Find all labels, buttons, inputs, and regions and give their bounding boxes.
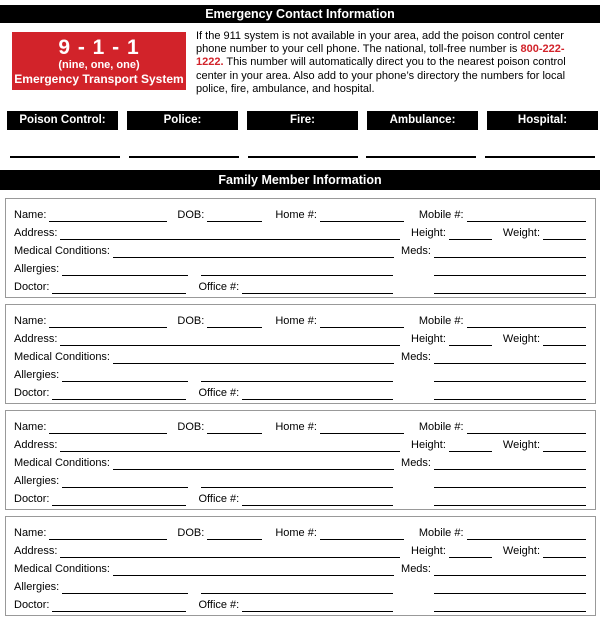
meds-continuation-line: [434, 581, 586, 594]
member-row-medical: [14, 558, 586, 576]
mobile-phone-write-in-line: [467, 421, 586, 434]
height-label: Height:: [411, 545, 446, 558]
contact-label-hospital: Hospital:: [487, 111, 598, 130]
family-member-blocks: [0, 198, 600, 616]
name-label: Name:: [14, 421, 47, 434]
medical-conditions-label: Medical Conditions:: [14, 563, 110, 576]
meds-continuation-line-2: [434, 493, 586, 506]
allergies-continuation-line: [201, 263, 393, 276]
911-phonetic: (nine, one, one): [58, 58, 140, 71]
weight-label: Weight:: [502, 333, 540, 346]
mobile-phone-label: Mobile #:: [418, 209, 464, 222]
medical-conditions-write-in-line: [113, 245, 394, 258]
mobile-phone-label: Mobile #:: [418, 315, 464, 328]
allergies-label: Allergies:: [14, 263, 60, 276]
poison-control-write-in-line: [10, 156, 120, 158]
ambulance-write-in-line: [366, 156, 476, 158]
home-phone-label: Home #:: [275, 209, 317, 222]
member-row-name: [14, 522, 586, 540]
dob-write-in-line: [207, 527, 262, 540]
meds-write-in-line: [434, 563, 586, 576]
allergies-write-in-line: [62, 263, 188, 276]
police-write-in-line: [129, 156, 239, 158]
family-member-block: [5, 304, 596, 404]
page-title: Emergency Contact Information: [0, 5, 600, 23]
member-row-doctor: [14, 488, 586, 506]
family-member-block: [5, 410, 596, 510]
911-system-label: Emergency Transport System: [14, 71, 184, 86]
weight-write-in-line: [543, 545, 586, 558]
home-phone-write-in-line: [320, 421, 404, 434]
height-label: Height:: [411, 333, 446, 346]
contact-label-police: Police:: [127, 111, 238, 130]
allergies-continuation-line: [201, 475, 393, 488]
address-write-in-line: [60, 333, 400, 346]
911-number: 9 - 1 - 1: [58, 35, 140, 59]
family-section-title: Family Member Information: [0, 170, 600, 190]
member-row-allergies: [14, 576, 586, 594]
member-row-address: [14, 540, 586, 558]
height-write-in-line: [449, 333, 492, 346]
allergies-continuation-line: [201, 581, 393, 594]
allergies-label: Allergies:: [14, 581, 60, 594]
office-phone-write-in-line: [242, 493, 393, 506]
doctor-label: Doctor:: [14, 281, 50, 294]
height-write-in-line: [449, 545, 492, 558]
member-row-name: [14, 416, 586, 434]
address-write-in-line: [60, 545, 400, 558]
weight-write-in-line: [543, 227, 586, 240]
doctor-write-in-line: [52, 599, 186, 612]
meds-write-in-line: [434, 245, 586, 258]
member-row-medical: [14, 240, 586, 258]
mobile-phone-write-in-line: [467, 209, 586, 222]
office-phone-write-in-line: [242, 599, 393, 612]
weight-label: Weight:: [502, 545, 540, 558]
address-label: Address:: [14, 439, 58, 452]
meds-label: Meds:: [401, 563, 431, 576]
dob-label: DOB:: [177, 209, 205, 222]
address-label: Address:: [14, 545, 58, 558]
member-row-allergies: [14, 258, 586, 276]
meds-continuation-line-2: [434, 387, 586, 400]
contact-label-fire: Fire:: [247, 111, 358, 130]
mobile-phone-label: Mobile #:: [418, 527, 464, 540]
poison-note-text-before: If the 911 system is not available in your area, add the poison control center phone number to your cell phone. The national, toll-free number is: [196, 30, 564, 56]
office-phone-write-in-line: [242, 387, 393, 400]
name-write-in-line: [49, 527, 167, 540]
mobile-phone-write-in-line: [467, 315, 586, 328]
member-row-name: [14, 204, 586, 222]
weight-write-in-line: [543, 439, 586, 452]
contact-label-ambulance: Ambulance:: [367, 111, 478, 130]
office-phone-label: Office #:: [198, 281, 240, 294]
doctor-write-in-line: [52, 281, 186, 294]
height-write-in-line: [449, 227, 492, 240]
office-phone-write-in-line: [242, 281, 393, 294]
member-row-doctor: [14, 382, 586, 400]
member-row-allergies: [14, 470, 586, 488]
member-row-address: [14, 328, 586, 346]
home-phone-label: Home #:: [275, 315, 317, 328]
poison-control-note: [196, 30, 588, 96]
meds-continuation-line-2: [434, 281, 586, 294]
emergency-911-section: [12, 32, 588, 96]
home-phone-label: Home #:: [275, 527, 317, 540]
911-red-box: [12, 32, 186, 90]
weight-write-in-line: [543, 333, 586, 346]
name-label: Name:: [14, 315, 47, 328]
member-row-allergies: [14, 364, 586, 382]
medical-conditions-write-in-line: [113, 351, 394, 364]
name-write-in-line: [49, 209, 167, 222]
height-write-in-line: [449, 439, 492, 452]
doctor-label: Doctor:: [14, 387, 50, 400]
emergency-contacts-blank-lines: [10, 156, 595, 158]
medical-conditions-write-in-line: [113, 563, 394, 576]
member-row-name: [14, 310, 586, 328]
address-label: Address:: [14, 333, 58, 346]
member-row-address: [14, 434, 586, 452]
home-phone-write-in-line: [320, 209, 404, 222]
meds-continuation-line-2: [434, 599, 586, 612]
address-write-in-line: [60, 439, 400, 452]
member-row-address: [14, 222, 586, 240]
family-member-block: [5, 198, 596, 298]
meds-continuation-line: [434, 369, 586, 382]
home-phone-write-in-line: [320, 527, 404, 540]
dob-write-in-line: [207, 209, 262, 222]
office-phone-label: Office #:: [198, 599, 240, 612]
allergies-continuation-line: [201, 369, 393, 382]
meds-label: Meds:: [401, 457, 431, 470]
address-write-in-line: [60, 227, 400, 240]
mobile-phone-write-in-line: [467, 527, 586, 540]
doctor-write-in-line: [52, 493, 186, 506]
poison-control-phone-number: 800-222-1222.: [196, 43, 565, 69]
office-phone-label: Office #:: [198, 493, 240, 506]
dob-label: DOB:: [177, 527, 205, 540]
allergies-write-in-line: [62, 581, 188, 594]
contact-label-poison-control: Poison Control:: [7, 111, 118, 130]
dob-write-in-line: [207, 315, 262, 328]
meds-continuation-line: [434, 263, 586, 276]
home-phone-write-in-line: [320, 315, 404, 328]
poison-note-text-after: This number will automatically direct you to the nearest poison control center in your area. Also add to your phone’s directory the numbers for local police, fire, ambulance, and hospital.: [196, 56, 566, 95]
family-member-block: [5, 516, 596, 616]
height-label: Height:: [411, 227, 446, 240]
meds-label: Meds:: [401, 351, 431, 364]
address-label: Address:: [14, 227, 58, 240]
medical-conditions-label: Medical Conditions:: [14, 245, 110, 258]
dob-write-in-line: [207, 421, 262, 434]
dob-label: DOB:: [177, 421, 205, 434]
height-label: Height:: [411, 439, 446, 452]
name-label: Name:: [14, 527, 47, 540]
meds-write-in-line: [434, 457, 586, 470]
doctor-label: Doctor:: [14, 493, 50, 506]
medical-conditions-label: Medical Conditions:: [14, 351, 110, 364]
hospital-write-in-line: [485, 156, 595, 158]
allergies-write-in-line: [62, 475, 188, 488]
allergies-write-in-line: [62, 369, 188, 382]
weight-label: Weight:: [502, 439, 540, 452]
meds-write-in-line: [434, 351, 586, 364]
medical-conditions-write-in-line: [113, 457, 394, 470]
medical-conditions-label: Medical Conditions:: [14, 457, 110, 470]
doctor-label: Doctor:: [14, 599, 50, 612]
emergency-contacts-row: [7, 111, 598, 130]
member-row-doctor: [14, 594, 586, 612]
name-label: Name:: [14, 209, 47, 222]
weight-label: Weight:: [502, 227, 540, 240]
mobile-phone-label: Mobile #:: [418, 421, 464, 434]
meds-continuation-line: [434, 475, 586, 488]
fire-write-in-line: [248, 156, 358, 158]
home-phone-label: Home #:: [275, 421, 317, 434]
member-row-medical: [14, 452, 586, 470]
office-phone-label: Office #:: [198, 387, 240, 400]
meds-label: Meds:: [401, 245, 431, 258]
dob-label: DOB:: [177, 315, 205, 328]
member-row-medical: [14, 346, 586, 364]
member-row-doctor: [14, 276, 586, 294]
allergies-label: Allergies:: [14, 475, 60, 488]
name-write-in-line: [49, 421, 167, 434]
allergies-label: Allergies:: [14, 369, 60, 382]
doctor-write-in-line: [52, 387, 186, 400]
name-write-in-line: [49, 315, 167, 328]
